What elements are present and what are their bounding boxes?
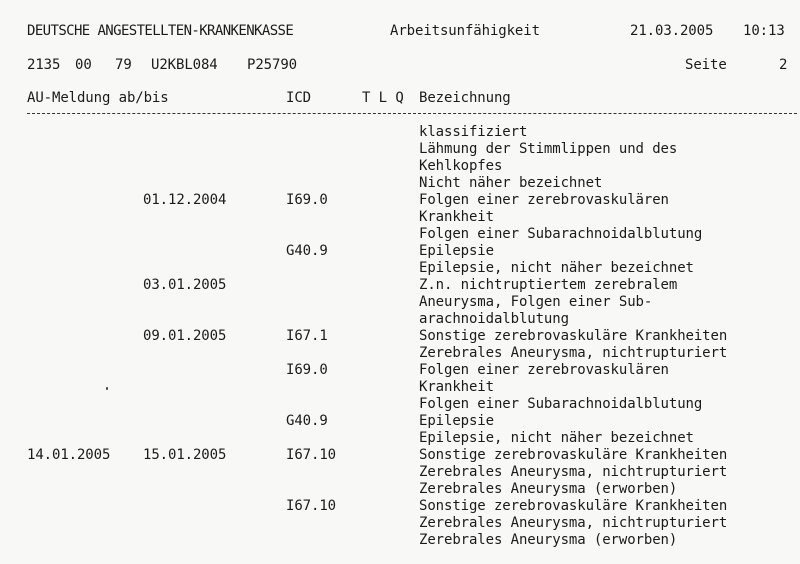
- description-line: Aneurysma, Folgen einer Sub-: [419, 294, 653, 310]
- icd-code: I67.10: [286, 498, 336, 514]
- description-line: Folgen einer zerebrovaskulären: [419, 362, 669, 378]
- description-line: Folgen einer zerebrovaskulären: [419, 192, 669, 208]
- description-line: Zerebrales Aneurysma, nichtrupturiert: [419, 515, 728, 531]
- description-line: Sonstige zerebrovaskuläre Krankheiten: [419, 328, 728, 344]
- reference-code-2: 00: [75, 57, 92, 73]
- dashed-separator: [27, 113, 797, 114]
- reference-code-1: 2135: [27, 57, 61, 73]
- description-line: Kehlkopfes: [419, 158, 503, 174]
- description-line: Epilepsie, nicht näher bezeichnet: [419, 260, 694, 276]
- description-line: Folgen einer Subarachnoidalblutung: [419, 396, 703, 412]
- icd-code: I67.1: [286, 328, 328, 344]
- description-line: Epilepsie: [419, 243, 494, 259]
- description-line: klassifiziert: [419, 124, 528, 140]
- icd-code: I69.0: [286, 362, 328, 378]
- description-line: Zerebrales Aneurysma (erworben): [419, 481, 678, 497]
- description-line: Zerebrales Aneurysma (erworben): [419, 532, 678, 548]
- description-line: Sonstige zerebrovaskuläre Krankheiten: [419, 447, 728, 463]
- description-line: Zerebrales Aneurysma, nichtrupturiert: [419, 345, 728, 361]
- page-number: 2: [779, 57, 788, 73]
- description-line: Sonstige zerebrovaskuläre Krankheiten: [419, 498, 728, 514]
- icd-code: G40.9: [286, 413, 328, 429]
- print-date: 21.03.2005: [630, 23, 714, 39]
- column-header-icd: ICD: [286, 90, 311, 106]
- print-time: 10:13: [743, 23, 785, 39]
- reference-code-3: 79: [115, 57, 132, 73]
- description-line: Krankheit: [419, 209, 494, 225]
- au-end-date: 15.01.2005: [143, 447, 227, 463]
- description-line: Krankheit: [419, 379, 494, 395]
- column-header-tlq: T L Q: [362, 90, 404, 106]
- description-line: Epilepsie, nicht näher bezeichnet: [419, 430, 694, 446]
- page-label: Seite: [685, 57, 727, 73]
- insurer-name: DEUTSCHE ANGESTELLTEN-KRANKENKASSE: [27, 23, 294, 39]
- description-line: Lähmung der Stimmlippen und des: [419, 141, 678, 157]
- description-line: arachnoidalblutung: [419, 311, 569, 327]
- column-header-au-meldung: AU-Meldung ab/bis: [27, 90, 169, 106]
- au-end-date: 01.12.2004: [143, 192, 227, 208]
- description-line: Nicht näher bezeichnet: [419, 175, 603, 191]
- au-end-date: 03.01.2005: [143, 277, 227, 293]
- document-title: Arbeitsunfähigkeit: [390, 23, 540, 39]
- reference-code-5: P25790: [247, 57, 297, 73]
- au-start-date: 14.01.2005: [27, 447, 111, 463]
- column-header-bezeichnung: Bezeichnung: [419, 90, 511, 106]
- reference-code-4: U2KBL084: [151, 57, 218, 73]
- au-end-date: 09.01.2005: [143, 328, 227, 344]
- description-line: Z.n. nichtruptiertem zerebralem: [419, 277, 678, 293]
- description-line: Epilepsie: [419, 413, 494, 429]
- icd-code: I69.0: [286, 192, 328, 208]
- icd-code: G40.9: [286, 243, 328, 259]
- icd-code: I67.10: [286, 447, 336, 463]
- description-line: Folgen einer Subarachnoidalblutung: [419, 226, 703, 242]
- scan-speck: [106, 387, 108, 390]
- description-line: Zerebrales Aneurysma, nichtrupturiert: [419, 464, 728, 480]
